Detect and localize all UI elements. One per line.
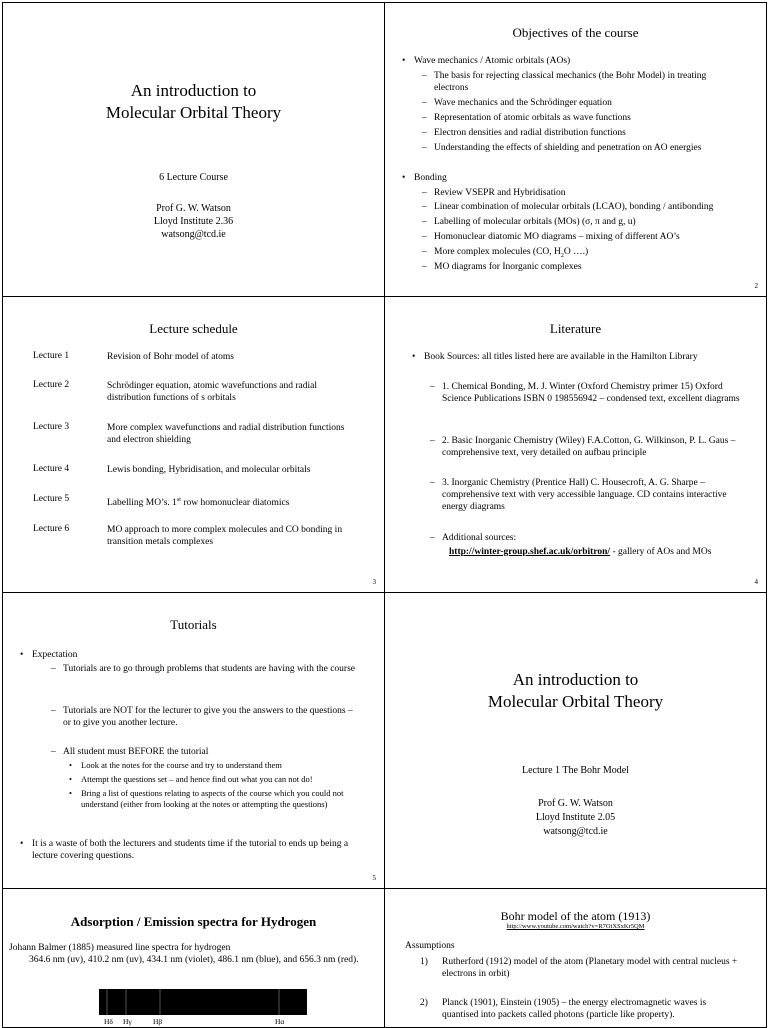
dash-mark: – [422, 247, 427, 257]
course-length: 6 Lecture Course [159, 172, 228, 183]
dash-mark: – [422, 71, 427, 81]
bullet-dot: • [402, 56, 406, 66]
bullet-dot: • [402, 173, 406, 183]
balmer-text-rest: 364.6 nm (uv), 410.2 nm (uv), 434.1 nm (violet), 486.1 nm (blue), and 656.3 nm (red). [29, 955, 359, 965]
bullet-dot: • [412, 352, 416, 362]
schedule-label: Lecture 4 [33, 464, 70, 474]
slide-title-line2: Molecular Orbital Theory [487, 692, 664, 711]
spectrum-label-h-delta: Hδ [104, 1017, 113, 1026]
slide-number: 4 [754, 578, 758, 586]
slide-lecture-schedule [2, 296, 385, 593]
slide-heading: Objectives of the course [512, 25, 639, 40]
dash-mark: – [422, 128, 427, 138]
slide-number: 2 [754, 282, 758, 290]
dash-mark: – [422, 143, 427, 153]
slide-literature: Literature • Book Sources: all titles listed here are available in the Hamilton Library – 1. Chemical Bonding, M. J. Winter (Oxford Chemistry primer 15) Oxford Science Publications ISBN 0 198556942 – condensed text, excellent diagrams – 2. Basic Inorganic Chemistry (Wiley) F.A.Cotton, G. Wilkinson, P. L. Gaus – comprehensive text, very detailed on aufbau principle – 3. Inorganic Chemistry (Prentice Hall) C. Housecroft, A. G. Sharpe – comprehensive text with very accessible language. CD contains interactive energy diagrams – Additional sources: http://winter-group.shef.ac.uk/orbitron/ - gallery of AOs and MOs 4 [384, 296, 767, 593]
slide-heading: Bohr model of the atom (1913) [500, 909, 651, 923]
orbitron-line: http://winter-group.shef.ac.uk/orbitron/ - gallery of AOs and MOs [449, 547, 712, 557]
dash-mark: – [422, 98, 427, 108]
dash-mark: – [51, 706, 56, 716]
slide-title-lecture1 [384, 592, 767, 889]
slide-hydrogen-spectra [2, 888, 385, 1028]
hydrogen-spectrum [99, 989, 307, 1015]
schedule-label: Lecture 5 [33, 494, 70, 504]
bullet-dot: • [20, 650, 24, 660]
dash-mark: – [422, 202, 427, 212]
balmer-text-line1: Johann Balmer (1885) measured line spectra for hydrogen [9, 943, 231, 953]
schedule-text: Lewis bonding, Hybridisation, and molecular orbitals [107, 465, 311, 475]
author-email: watsong@tcd.ie [161, 229, 226, 240]
author-room: Lloyd Institute 2.05 [535, 812, 616, 823]
schedule-text: Labelling MO’s. 1st row homonuclear diatomics [107, 497, 290, 509]
schedule-label: Lecture 6 [33, 524, 70, 534]
lecture-name: Lecture 1 The Bohr Model [521, 765, 629, 776]
spectrum-label-h-alpha: Hα [275, 1017, 285, 1026]
author-room: Lloyd Institute 2.36 [153, 216, 234, 227]
schedule-text: Revision of Bohr model of atoms [107, 352, 234, 362]
orbitron-link[interactable]: http://winter-group.shef.ac.uk/orbitron/ [449, 547, 611, 557]
slide-title-line1: An introduction to [512, 670, 639, 689]
slide-bohr-model [384, 888, 767, 1028]
schedule-label: Lecture 2 [33, 380, 70, 390]
slide-number: 3 [372, 578, 376, 586]
schedule-label: Lecture 1 [33, 351, 70, 361]
dash-mark: – [51, 664, 56, 674]
spectrum-label-h-beta: Hβ [153, 1017, 163, 1026]
spectrum-band [99, 989, 307, 1015]
author-name: Prof G. W. Watson [156, 203, 231, 214]
dash-mark: – [430, 478, 435, 488]
dash-mark: – [422, 113, 427, 123]
bullet-dot: • [69, 774, 72, 784]
slide-heading: Lecture schedule [149, 321, 238, 336]
dash-mark: – [422, 188, 427, 198]
assumption-number: 2) [420, 998, 428, 1008]
schedule-text: More complex wavefunctions and radial distribution functions and electron shielding [107, 423, 345, 445]
assumption-number: 1) [420, 957, 428, 967]
dash-mark: – [430, 533, 435, 543]
dash-mark: – [422, 217, 427, 227]
bullet-dot: • [69, 760, 72, 770]
dash-mark: – [430, 436, 435, 446]
slide-title-course [2, 2, 385, 297]
slide-tutorials: Tutorials • Expectation – Tutorials are to go through problems that students are having with the course – Tutorials are NOT for the lecturer to give you the answers to the questions – or to give you another lecture. – All student must BEFORE the tutorial • Look at the notes for the course and try to understand them • Attempt the questions set – and hence find out what you can not do! • Bring a list of questions relating to aspects of the course which you could not understand (either from looking at the notes or attempting the questions) • It is a waste of both the lecturers and students time if the tutorial to ends up being a lecture covering questions. 5 [2, 592, 385, 889]
assumption-text: Planck (1901), Einstein (1905) – the energy electromagnetic waves is quantised into packets called photons (particle like property). [442, 998, 707, 1020]
slide-title-line2: Molecular Orbital Theory [105, 103, 282, 122]
slide-objectives: Objectives of the course • Wave mechanics / Atomic orbitals (AOs) – The basis for rejecting classical mechanics (the Bohr Model) in treating electrons – Wave mechanics and the Schrödinger equation – Representation of atomic orbitals as wave functions – Electron densities and radial distribution functions – Understanding the effects of shielding and penetration on AO energies • Bonding – Review VSEPR and Hybridisation – Linear combination of molecular orbitals (LCAO), bonding / antibonding – Labelling of molecular orbitals (MOs) (σ, π and g, u) – Homonuclear diatomic MO diagrams – mixing of different AO’s – More complex molecules (CO, $H_2O$ ….) – MO diagrams for Inorganic complexes 2 [384, 2, 767, 297]
bullet-dot: • [20, 839, 24, 849]
dash-mark: – [430, 382, 435, 392]
slide-number: 5 [372, 874, 376, 882]
video-link[interactable]: http://www.youtube.com/watch?v=R7OiXSxKr5QM [506, 923, 645, 930]
bullet-dot: • [69, 788, 72, 798]
dash-mark: – [51, 747, 56, 757]
assumptions-label: Assumptions [405, 941, 455, 951]
schedule-text: Schrödinger equation, atomic wavefunctions and radial distribution functions of s orbitals [107, 381, 317, 403]
schedule-text: MO approach to more complex molecules and CO bonding in transition metals complexes [107, 525, 343, 547]
slide-title-line1: An introduction to [130, 81, 257, 100]
slide-heading: Adsorption / Emission spectra for Hydrogen [70, 914, 317, 929]
spectrum-label-h-gamma: Hγ [123, 1017, 132, 1026]
schedule-label: Lecture 3 [33, 422, 70, 432]
slide-heading: Tutorials [170, 617, 217, 632]
dash-mark: – [422, 262, 427, 272]
dash-mark: – [422, 232, 427, 242]
assumption-text: Rutherford (1912) model of the atom (Planetary model with central nucleus + electrons in orbit) [442, 957, 738, 979]
author-name: Prof G. W. Watson [538, 798, 613, 809]
author-email: watsong@tcd.ie [543, 826, 608, 837]
slide-heading: Literature [549, 321, 602, 336]
